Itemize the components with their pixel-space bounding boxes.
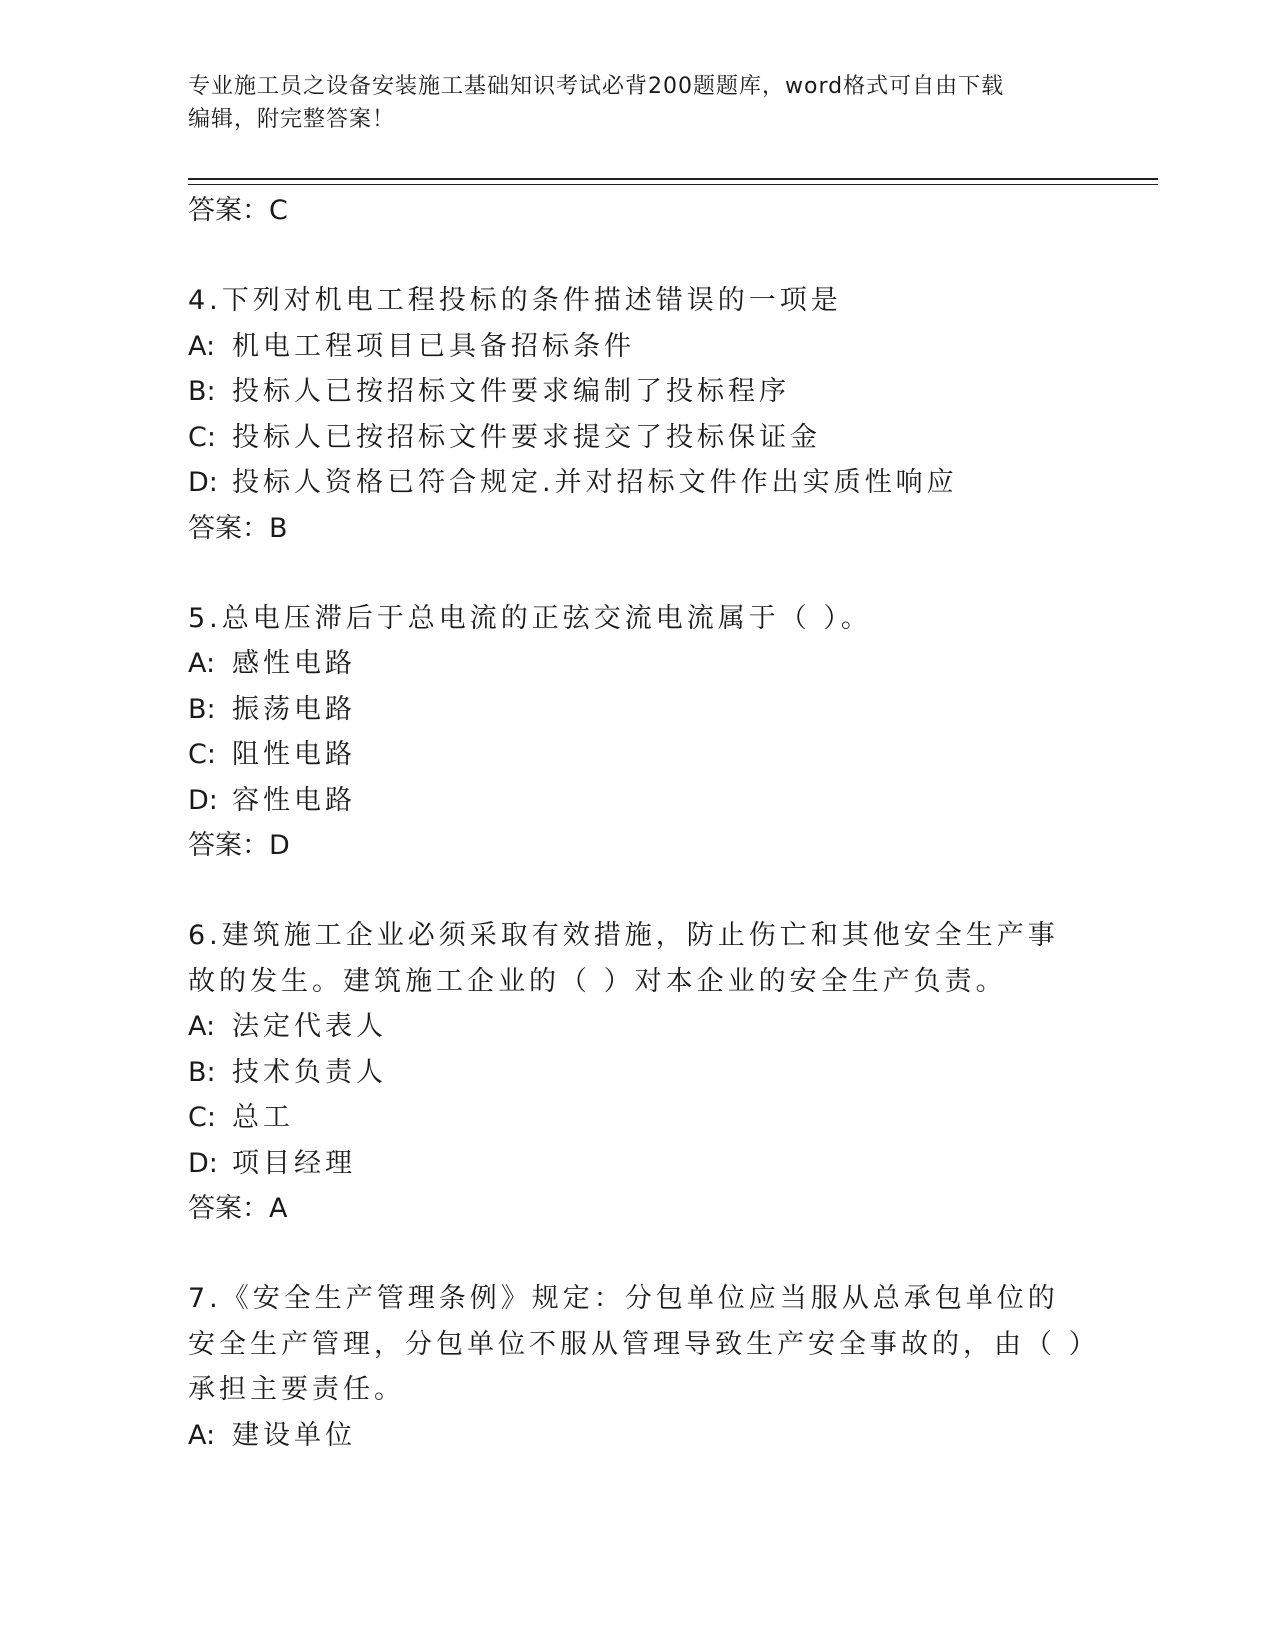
option-text: 振荡电路	[232, 693, 356, 725]
option-letter: B:	[188, 693, 216, 725]
option-letter: D:	[188, 467, 218, 498]
option-a	[188, 324, 1088, 370]
option-letter: A:	[188, 1011, 216, 1042]
option-text: 机电工程项目已具备招标条件	[232, 330, 635, 362]
option-d	[188, 460, 1088, 506]
header-rule-thin	[188, 184, 1158, 185]
option-a	[188, 641, 1088, 687]
option-text: 容性电路	[232, 784, 356, 816]
option-text: 总工	[232, 1102, 294, 1133]
option-text: 项目经理	[232, 1147, 356, 1179]
option-c	[188, 732, 1088, 778]
question-text: 4.下列对机电工程投标的条件描述错误的一项是	[188, 285, 842, 316]
option-b	[188, 1050, 1088, 1096]
answer: 答案：A	[188, 1193, 288, 1224]
option-text: 法定代表人	[232, 1011, 387, 1042]
document-body	[188, 188, 1088, 1458]
option-letter: C:	[188, 421, 216, 453]
header-rule-thick	[188, 178, 1158, 180]
option-text: 技术负责人	[232, 1056, 387, 1088]
option-d	[188, 778, 1088, 824]
answer: 答案：B	[188, 512, 288, 544]
option-a	[188, 1413, 1088, 1459]
option-text: 感性电路	[232, 648, 356, 679]
option-text: 阻性电路	[232, 739, 356, 770]
option-b	[188, 687, 1088, 733]
option-text: 投标人资格已符合规定.并对招标文件作出实质性响应	[232, 467, 958, 498]
option-letter: A:	[188, 648, 216, 679]
question-text: 7.《安全生产管理条例》规定：分包单位应当服从总承包单位的安全生产管理，分包单位不服从管理导致生产安全事故的，由（ ）承担主要责任。	[188, 1283, 1087, 1405]
question-5	[188, 596, 1088, 869]
question-7	[188, 1276, 1088, 1458]
option-c	[188, 415, 1088, 461]
question-4	[188, 278, 1088, 551]
option-a	[188, 1004, 1088, 1050]
document-header	[188, 70, 1088, 136]
option-text: 投标人已按招标文件要求提交了投标保证金	[232, 421, 821, 453]
option-letter: A:	[188, 330, 216, 362]
question-text: 5.总电压滞后于总电流的正弦交流电流属于（ ）。	[188, 602, 872, 634]
option-c	[188, 1095, 1088, 1141]
option-letter: D:	[188, 1147, 218, 1179]
option-d	[188, 1141, 1088, 1187]
question-text: 6.建筑施工企业必须采取有效措施，防止伤亡和其他安全生产事故的发生。建筑施工企业的（ ）对本企业的安全生产负责。	[188, 920, 1059, 997]
question-6	[188, 913, 1088, 1231]
header-line-1: 专业施工员之设备安装施工基础知识考试必背200题题库，word格式可自由下载	[188, 74, 1005, 99]
option-b	[188, 369, 1088, 415]
option-letter: C:	[188, 739, 216, 770]
answer: 答案：D	[188, 830, 290, 861]
option-text: 投标人已按招标文件要求编制了投标程序	[232, 376, 790, 407]
option-text: 建设单位	[232, 1419, 356, 1451]
previous-answer: 答案：C	[188, 195, 288, 226]
option-letter: B:	[188, 1056, 216, 1088]
header-line-2: 编辑，附完整答案！	[188, 107, 396, 132]
option-letter: C:	[188, 1102, 216, 1133]
option-letter: D:	[188, 784, 218, 816]
option-letter: B:	[188, 376, 216, 407]
option-letter: A:	[188, 1419, 216, 1451]
